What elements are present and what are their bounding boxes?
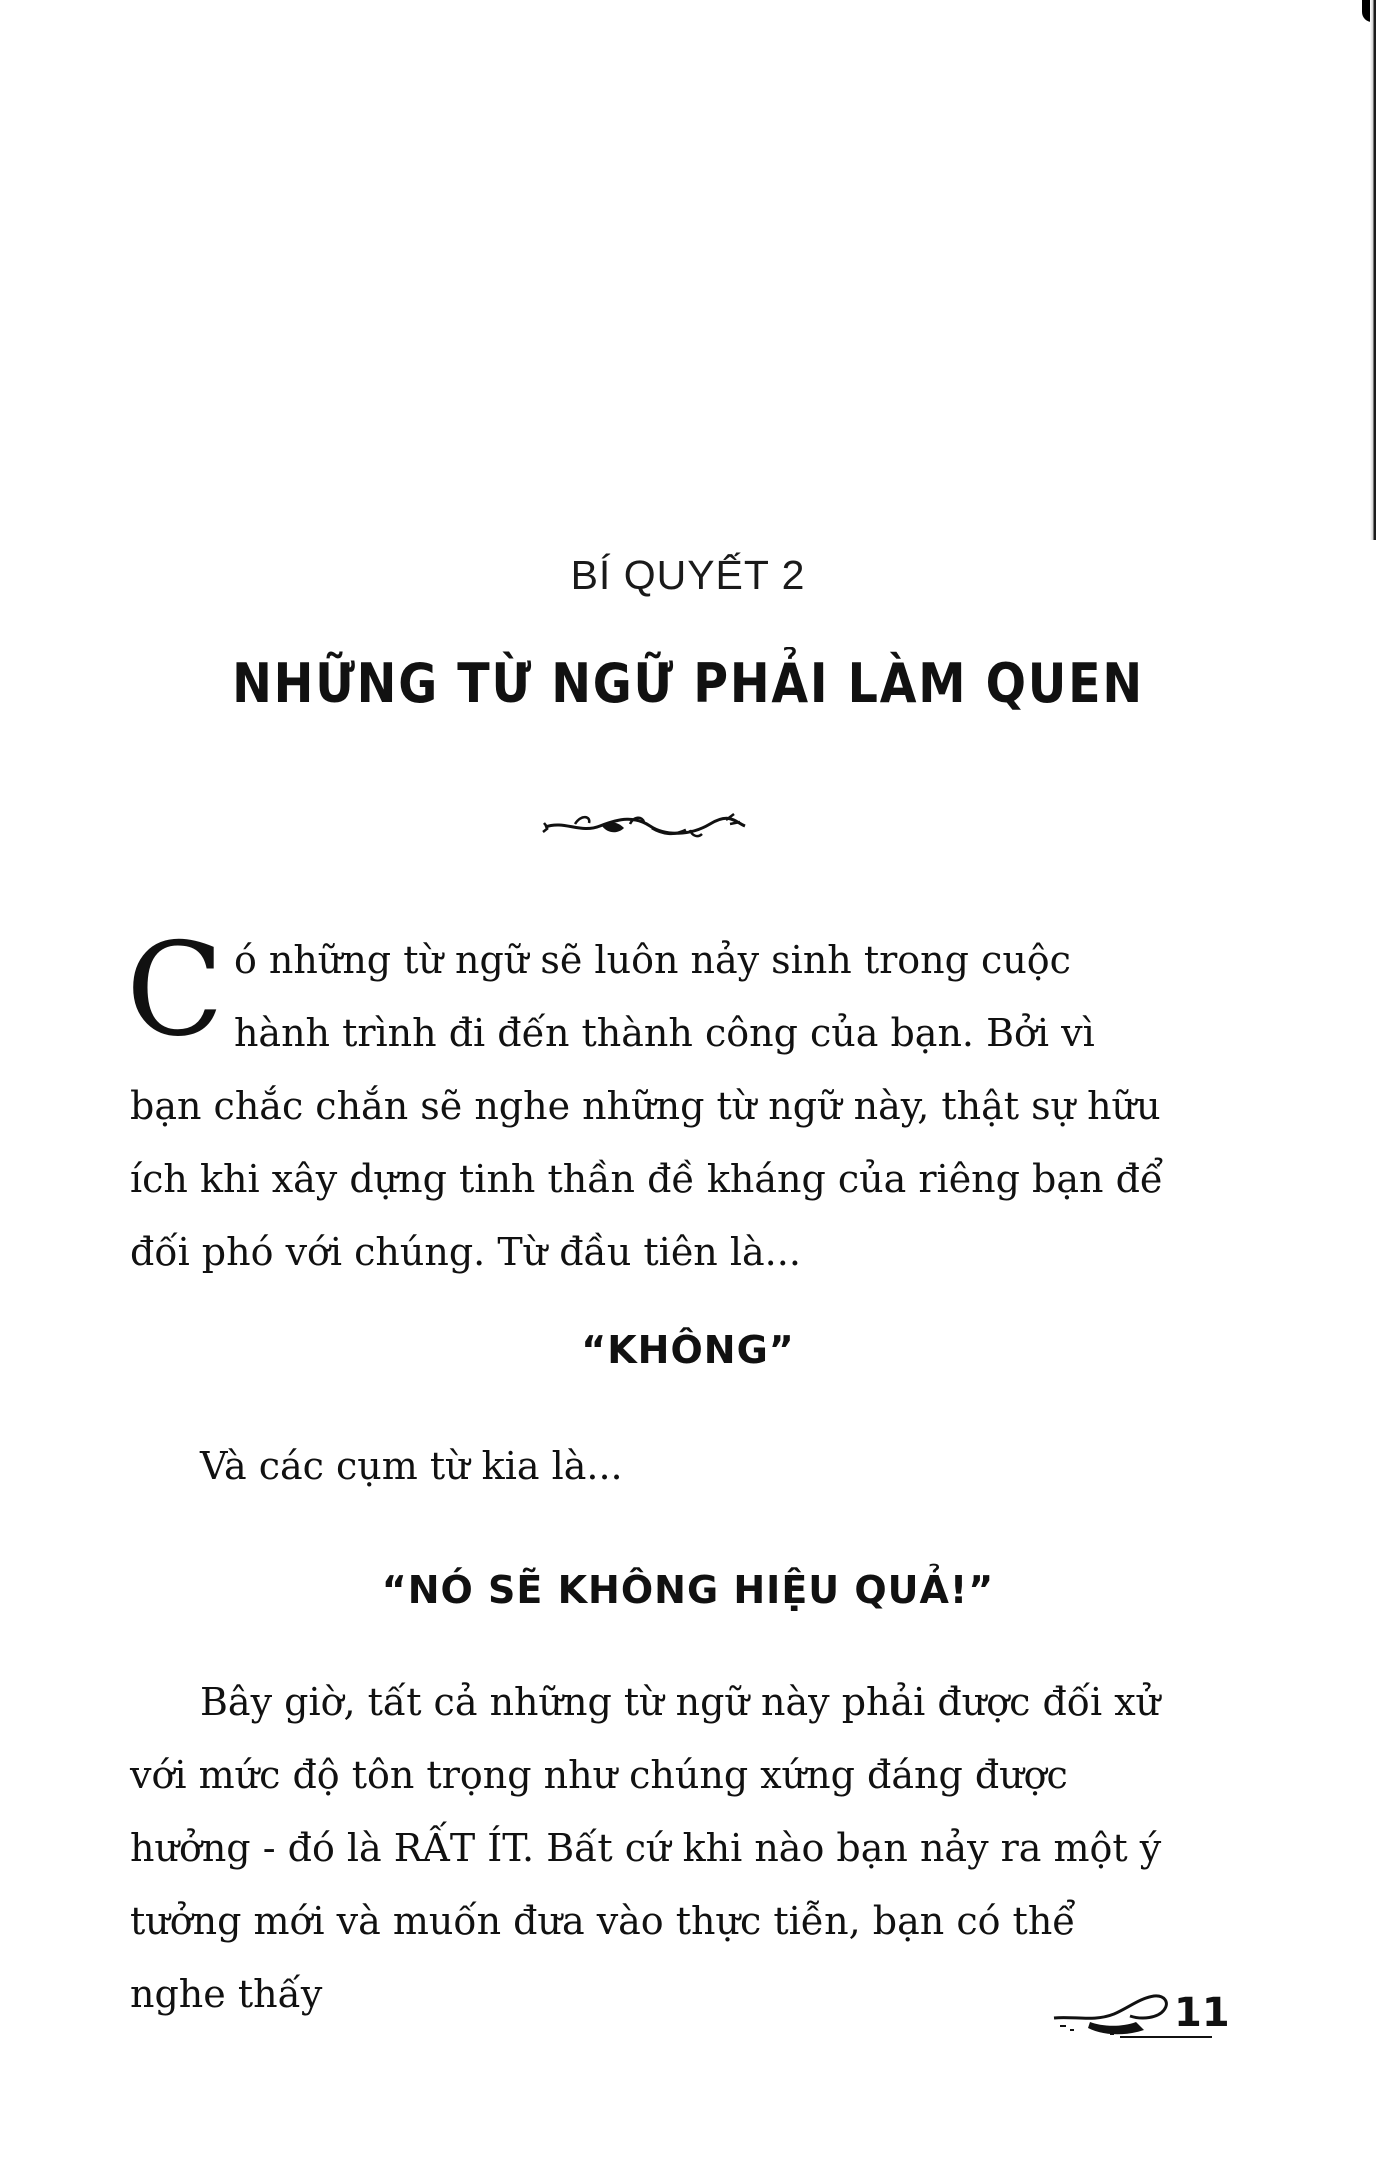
page-number: 11 [1174,1990,1230,2036]
keyword-heading-1: “KHÔNG” [581,1328,795,1372]
paragraph-body: Bây giờ, tất cả những từ ngữ này phải được đối xử với mức độ tôn trọng như chúng xứng đáng được hưởng - đó là RẤT ÍT. Bất cứ khi nào bạn nảy ra một ý tưởng mới và muốn đưa vào thực tiễn, bạn có thể nghe thấy [130,1680,1162,2016]
page-edge-shadow [1370,0,1376,540]
page-rule [1120,2036,1212,2038]
drop-cap: C [126,916,224,1065]
vine-flourish-icon [540,800,750,850]
keyword-heading-2: “NÓ SẼ KHÔNG HIỆU QUẢ!” [381,1568,995,1612]
paragraph-transition: Và các cụm từ kia là... [200,1444,623,1488]
footer-flourish-icon [1050,1986,1180,2042]
paragraph-intro [126,916,1170,1289]
chapter-label: BÍ QUYẾT 2 [570,552,806,598]
chapter-title: NHỮNG TỪ NGỮ PHẢI LÀM QUEN [232,652,1144,715]
paragraph-intro-text: ó những từ ngữ sẽ luôn nảy sinh trong cuộc hành trình đi đến thành công của bạn. Bởi vì bạn chắc chắn sẽ nghe những từ ngữ này, thật sự hữu ích khi xây dựng tinh thần đề kháng của riêng bạn để đối phó với chúng. Từ đầu tiên là... [130,938,1164,1274]
